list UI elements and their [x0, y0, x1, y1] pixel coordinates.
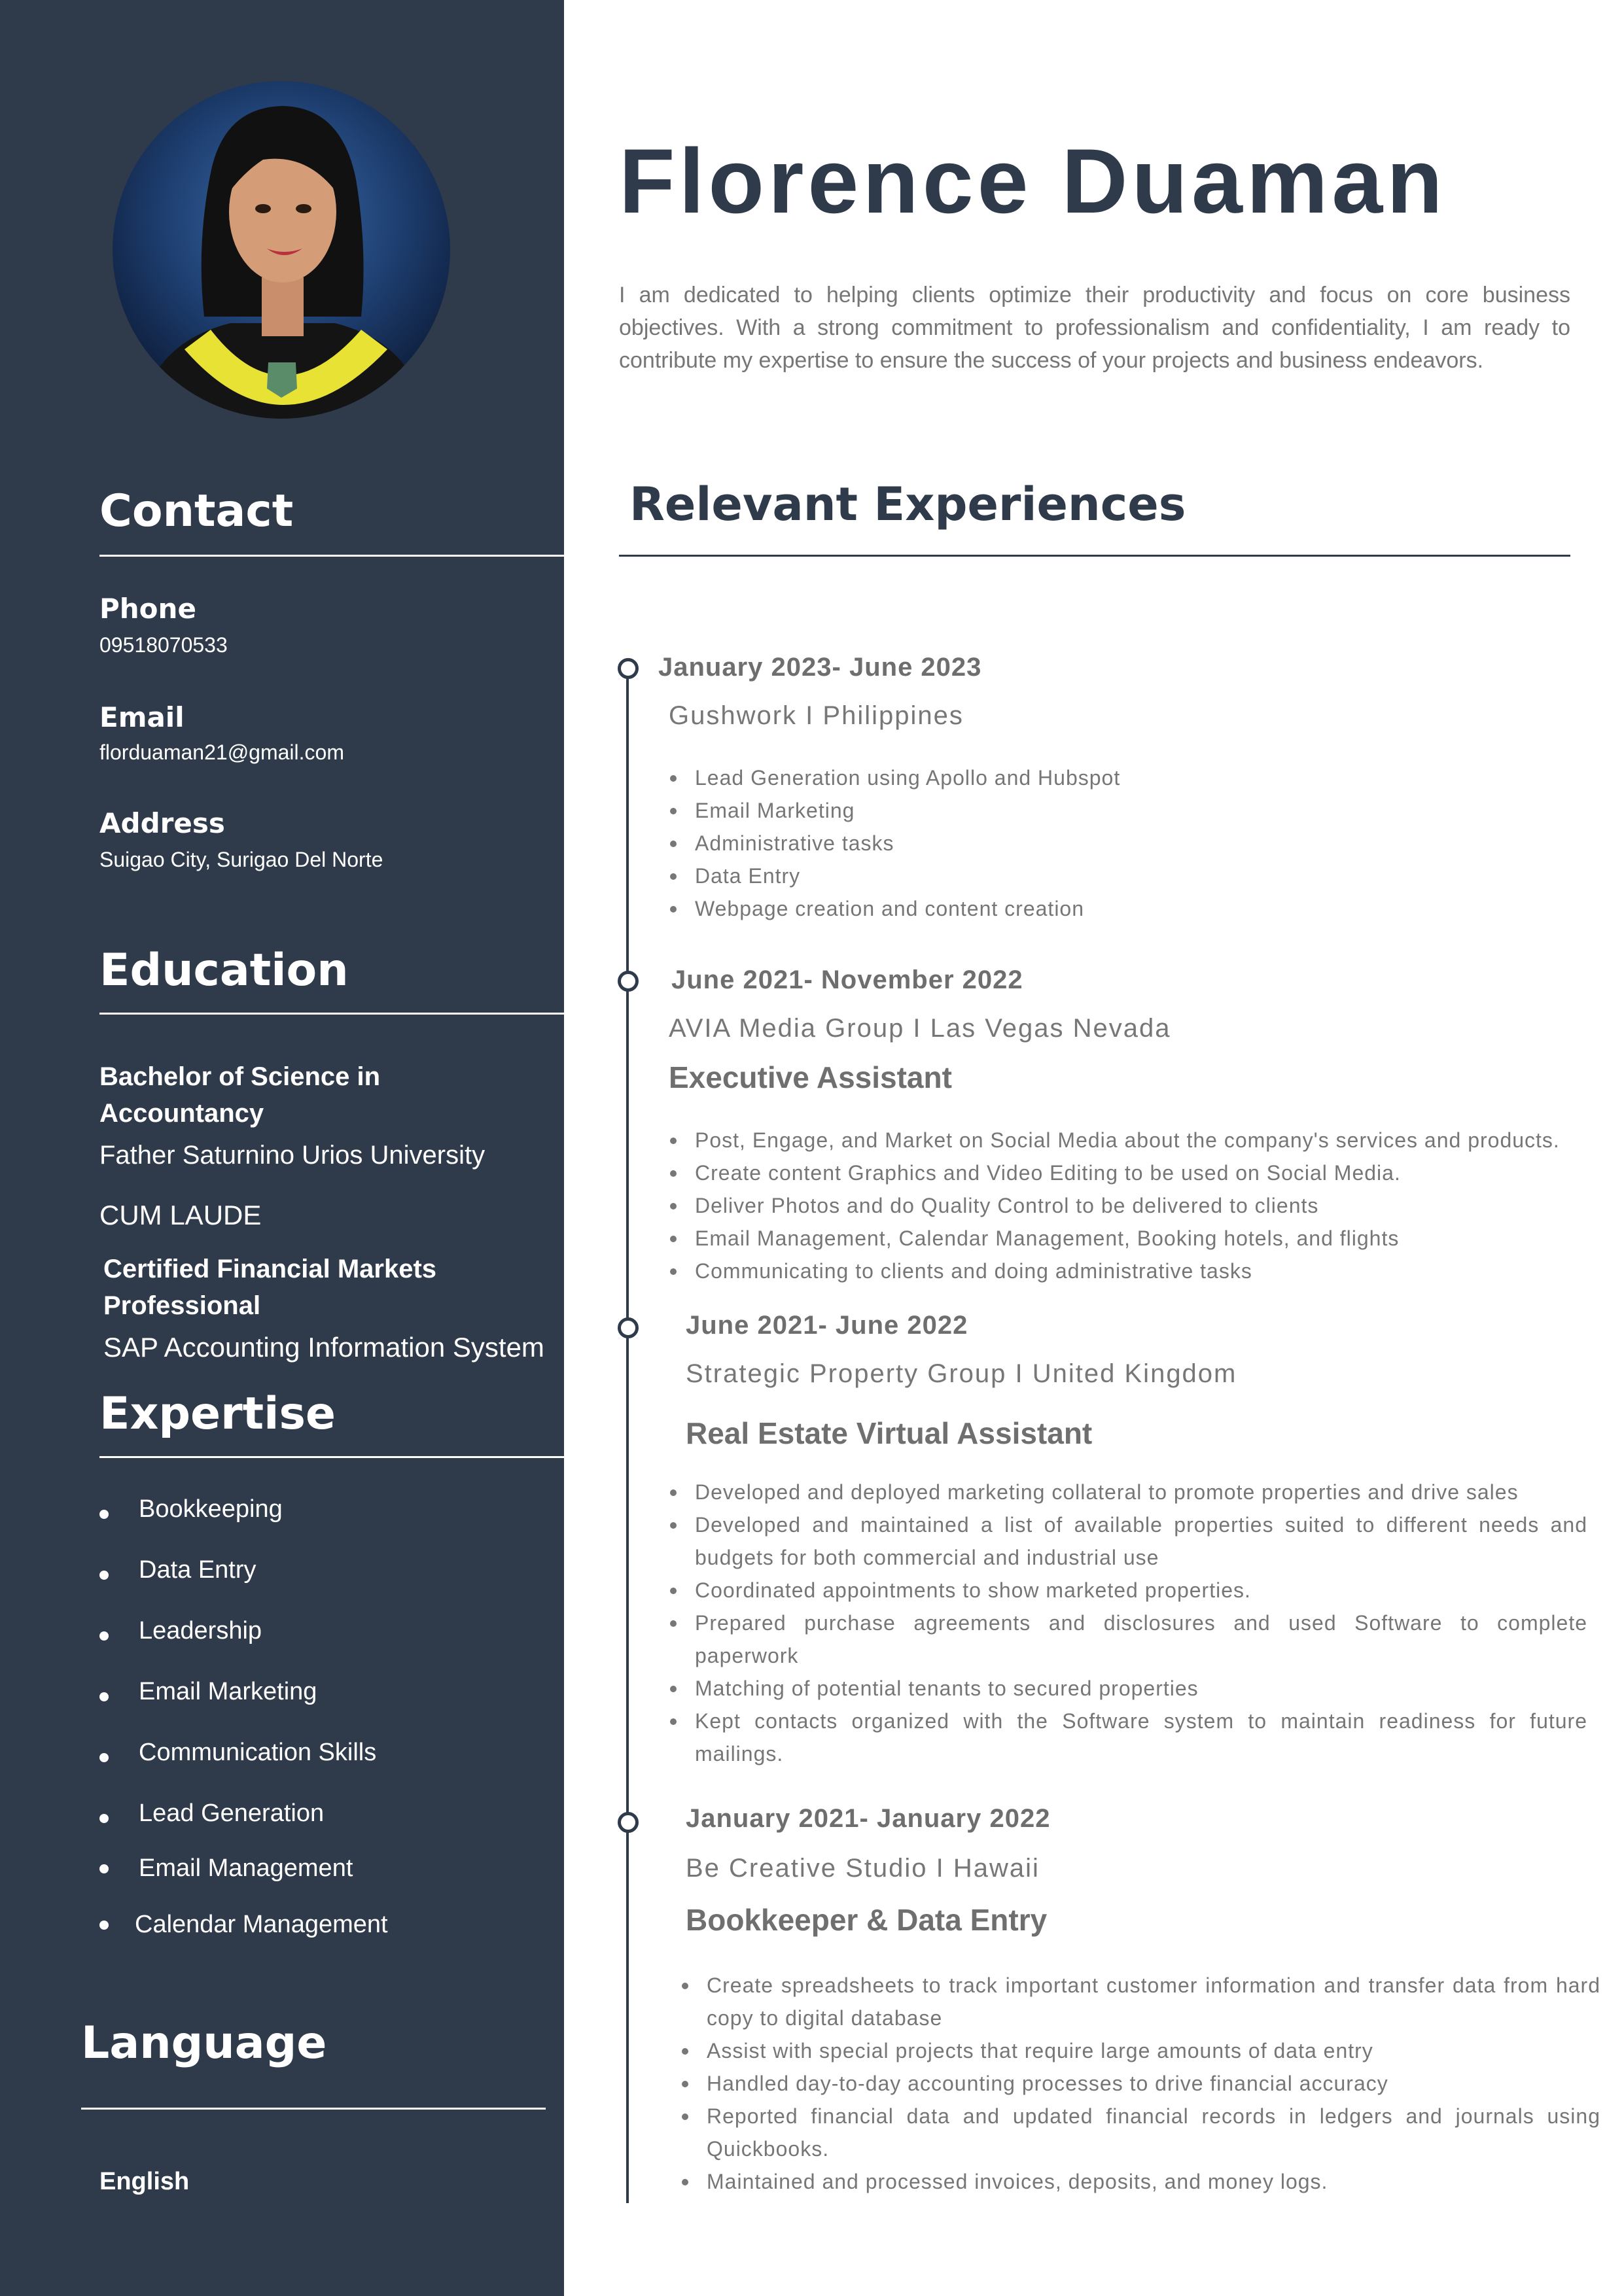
expertise-item: Lead Generation	[139, 1800, 325, 1827]
timeline-node	[618, 1317, 639, 1338]
education-school: Father Saturnino Urios University	[99, 1141, 485, 1170]
job-bullet: Coordinated appointments to show marketed properties.	[695, 1574, 1587, 1607]
job-company: Gushwork I Philippines	[669, 701, 964, 730]
job-bullets	[665, 761, 1591, 925]
job-bullet: Matching of potential tenants to secured properties	[695, 1672, 1587, 1705]
address-value: Suigao City, Surigao Del Norte	[99, 848, 383, 871]
training: SAP Accounting Information System	[103, 1332, 544, 1363]
job-bullet: Kept contacts organized with the Software system to maintain readiness for future mailings.	[695, 1705, 1587, 1770]
job-date: January 2021- January 2022	[686, 1804, 1051, 1833]
job-bullets	[677, 1969, 1600, 2198]
job-bullet: Webpage creation and content creation	[695, 892, 1591, 925]
job-bullet: Assist with special projects that require large amounts of data entry	[707, 2034, 1600, 2067]
job-company: AVIA Media Group I Las Vegas Nevada	[669, 1014, 1171, 1043]
expertise-item: Communication Skills	[139, 1739, 377, 1766]
bullet-dot	[99, 1921, 109, 1930]
timeline-node	[618, 658, 639, 679]
job-bullet: Email Marketing	[695, 794, 1591, 827]
contact-divider	[99, 555, 564, 557]
job-bullet: Lead Generation using Apollo and Hubspot	[695, 761, 1591, 794]
expertise-divider	[99, 1456, 564, 1458]
job-bullet: Prepared purchase agreements and disclosures and used Software to complete paperwork	[695, 1607, 1587, 1672]
job-bullet: Reported financial data and updated financial records in ledgers and journals using Quickbooks.	[707, 2100, 1600, 2165]
profile-photo	[113, 81, 450, 419]
phone-value: 09518070533	[99, 633, 228, 657]
job-bullet: Developed and maintained a list of available properties suited to different needs and budgets for both commercial and industrial use	[695, 1508, 1587, 1574]
bullet-dot	[99, 1864, 109, 1873]
job-company: Be Creative Studio I Hawaii	[686, 1854, 1040, 1883]
bullet-dot	[99, 1814, 109, 1823]
expertise-item: Leadership	[139, 1617, 262, 1644]
job-bullet: Developed and deployed marketing collateral to promote properties and drive sales	[695, 1476, 1587, 1508]
expertise-list	[99, 1495, 551, 1953]
job-title: Real Estate Virtual Assistant	[686, 1416, 1093, 1450]
person-name: Florence Duaman	[619, 130, 1447, 232]
language-item: English	[99, 2168, 190, 2195]
summary-text: I am dedicated to helping clients optimize their productivity and focus on core business objectives. With a strong commitment to professionalism and confidentiality, I am ready to contribute my expertise to ensure the success of your projects and business endeavors.	[619, 283, 1570, 373]
job-title: Executive Assistant	[669, 1060, 952, 1094]
experience-heading: Relevant Experiences	[629, 478, 1186, 531]
job-bullet: Administrative tasks	[695, 827, 1591, 860]
job-bullet: Create content Graphics and Video Editing to be used on Social Media.	[695, 1157, 1591, 1189]
email-label: Email	[99, 701, 185, 733]
job-title: Bookkeeper & Data Entry	[686, 1903, 1048, 1937]
contact-heading: Contact	[99, 485, 294, 537]
bullet-dot	[99, 1631, 109, 1641]
job-bullet: Deliver Photos and do Quality Control to be delivered to clients	[695, 1189, 1591, 1222]
phone-label: Phone	[99, 593, 196, 625]
job-date: January 2023- June 2023	[658, 653, 982, 682]
bullet-dot	[99, 1753, 109, 1762]
expertise-item: Data Entry	[139, 1556, 256, 1584]
bullet-dot	[99, 1571, 109, 1580]
timeline-node	[618, 971, 639, 992]
expertise-item: Email Marketing	[139, 1678, 317, 1705]
job-company: Strategic Property Group I United Kingdom	[686, 1359, 1237, 1388]
job-bullet: Create spreadsheets to track important customer information and transfer data from hard copy to digital database	[707, 1969, 1600, 2034]
education-honor: CUM LAUDE	[99, 1200, 262, 1230]
job-bullet: Post, Engage, and Market on Social Media about the company's services and products.	[695, 1124, 1591, 1157]
education-divider	[99, 1013, 564, 1015]
expertise-item: Bookkeeping	[139, 1495, 283, 1523]
expertise-item: Calendar Management	[135, 1911, 388, 1938]
address-label: Address	[99, 807, 225, 839]
timeline-node	[618, 1812, 639, 1833]
job-bullets	[665, 1124, 1591, 1287]
bullet-dot	[99, 1692, 109, 1701]
job-date: June 2021- June 2022	[686, 1311, 968, 1340]
language-divider	[81, 2108, 546, 2110]
job-bullet: Communicating to clients and doing administrative tasks	[695, 1255, 1591, 1287]
education-heading: Education	[99, 945, 349, 996]
timeline-line	[626, 669, 629, 2203]
language-heading: Language	[81, 2017, 327, 2069]
education-degree: Bachelor of Science in Accountancy	[99, 1062, 381, 1128]
job-bullet: Handled day-to-day accounting processes to drive financial accuracy	[707, 2067, 1600, 2100]
job-bullet: Maintained and processed invoices, deposits, and money logs.	[707, 2165, 1600, 2198]
job-bullet: Data Entry	[695, 860, 1591, 892]
job-bullet: Email Management, Calendar Management, Booking hotels, and flights	[695, 1222, 1591, 1255]
certification: Certified Financial Markets Professional	[103, 1255, 437, 1320]
expertise-heading: Expertise	[99, 1388, 336, 1440]
email-value[interactable]: florduaman21@gmail.com	[99, 740, 344, 764]
experience-divider	[619, 555, 1570, 557]
job-date: June 2021- November 2022	[671, 965, 1023, 994]
bullet-dot	[99, 1510, 109, 1519]
job-bullets	[665, 1476, 1587, 1770]
expertise-item: Email Management	[139, 1854, 353, 1882]
